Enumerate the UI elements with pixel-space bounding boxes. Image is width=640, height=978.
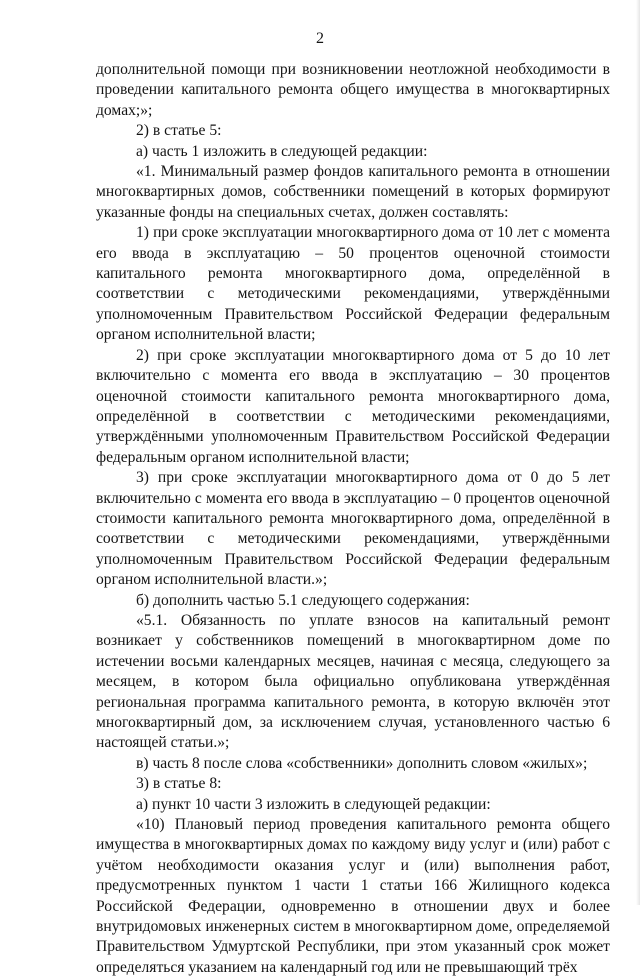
paragraph-item-a: а) часть 1 изложить в следующей редакции:: [136, 142, 428, 160]
page-edge-shadow: [636, 0, 640, 905]
paragraph-point-10: «10) Плановый период проведения капитального ремонта общего имущества в многоквартирных домах по каждому виду услуг и (или) работ с учётом необходимости оказания услуг и (или) выполнения работ, предусмотренных пунктом 1 части 1 статьи 166 Жилищного кодекса Российской Федерации, одновременно в отношении двух и более внутридомовых инженерных систем в многоквартирном доме, определяемой Правительством Удмуртской Республики, при этом указанный срок может определяться указанием на календарный год или не превышающий трёх: [96, 816, 610, 976]
document-body: [96, 60, 610, 978]
paragraph-subitem-1: 1) при сроке эксплуатации многоквартирного дома от 10 лет с момента его ввода в эксплуатацию – 50 процентов оценочной стоимости капитального ремонта многоквартирного дома, определённой в соответствии с методическими рекомендациями, утверждёнными уполномоченным Правительством Российской Федерации федеральным органом исполнительной власти;: [96, 224, 610, 344]
paragraph-continuation: дополнительной помощи при возникновении неотложной необходимости в проведении капитального ремонта общего имущества в многоквартирных домах;»;: [96, 61, 610, 119]
paragraph-item-a-article-8: а) пункт 10 части 3 изложить в следующей редакции:: [136, 795, 491, 813]
paragraph-part-5-1: «5.1. Обязанность по уплате взносов на капитальный ремонт возникает у собственников помещений в многоквартирном доме по истечении восьми календарных месяцев, начиная с месяца, следующего за месяцем, в котором была официально опубликована утверждённая региональная программа капитального ремонта, в которую включён этот многоквартирный дом, за исключением случая, установленного частью 6 настоящей статьи.»;: [96, 611, 610, 752]
paragraph-item-3: 3) в статье 8:: [136, 775, 222, 793]
paragraph-item-v: в) часть 8 после слова «собственники» дополнить словом «жилых»;: [136, 754, 588, 772]
paragraph-part-1: «1. Минимальный размер фондов капитального ремонта в отношении многоквартирных домов, собственники помещений в которых формируют указанные фонды на специальных счетах, должен составлять:: [96, 163, 610, 221]
paragraph-subitem-2: 2) при сроке эксплуатации многоквартирного дома от 5 до 10 лет включительно с момента его ввода в эксплуатацию – 30 процентов оценочной стоимости капитального ремонта многоквартирного дома, определённой в соответствии с методическими рекомендациями, утверждёнными уполномоченным Правительством Российской Федерации федеральным органом исполнительной власти;: [96, 346, 610, 466]
page-number: 2: [316, 30, 324, 47]
paragraph-item-b: б) дополнить частью 5.1 следующего содержания:: [136, 591, 470, 609]
paragraph-subitem-3: 3) при сроке эксплуатации многоквартирного дома от 0 до 5 лет включительно с момента его ввода в эксплуатацию – 0 процентов оценочной стоимости капитального ремонта многоквартирного дома, определённой в соответствии с методическими рекомендациями, утверждёнными уполномоченным Правительством Российской Федерации федеральным органом исполнительной власти.»;: [96, 469, 610, 589]
paragraph-item-2: 2) в статье 5:: [136, 122, 222, 140]
